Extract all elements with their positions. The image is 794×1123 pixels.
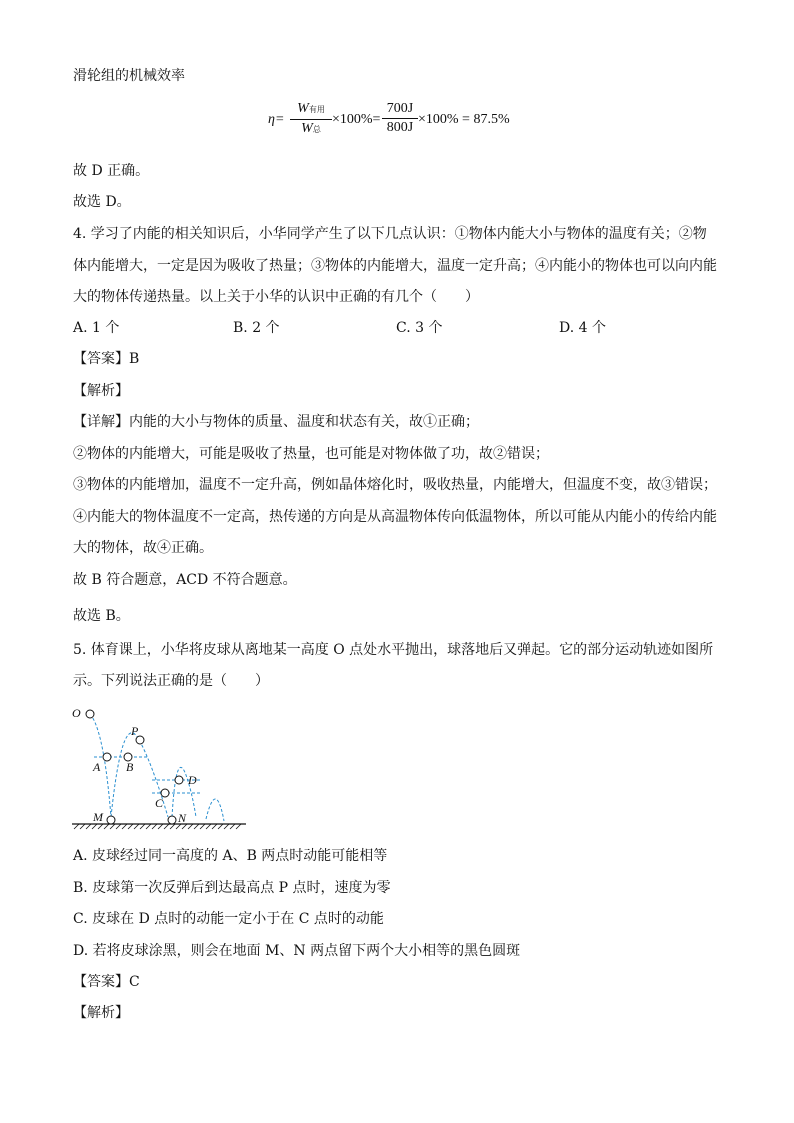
analysis-label: 【解析】 <box>73 1005 129 1021</box>
ball-m <box>107 816 115 824</box>
label-o: O <box>72 706 81 720</box>
label-p: P <box>131 724 139 738</box>
answer-label: 【答案】B <box>73 351 140 367</box>
explanation-line: 故 B 符合题意，ACD 不符合题意。 <box>73 572 297 588</box>
formula-fraction-joule: $\frac{700J}{800J}$ <box>382 100 418 137</box>
question-5-text: 5. 体育课上，小华将皮球从离地某一高度 O 点处水平抛出，球落地后又弹起。它的部分运动轨迹如图所 <box>73 642 714 658</box>
explanation-line: 【详解】内能的大小与物体的质量、温度和状态有关，故①正确； <box>73 414 479 430</box>
formula-tail: ×100% = 87.5% <box>418 112 510 127</box>
explanation-line: ③物体的内能增加，温度不一定升高，例如晶体熔化时，吸收热量，内能增大，但温度不变，故③错误； <box>73 477 717 493</box>
question-4-text: 4. 学习了内能的相关知识后，小华同学产生了以下几点认识：①物体内能大小与物体的温度有关；②物 <box>73 226 707 242</box>
option-4-a: A. 1 个 <box>73 320 120 336</box>
option-5-d: D. 若将皮球涂黑，则会在地面 M、N 两点留下两个大小相等的黑色圆斑 <box>73 943 521 959</box>
label-a: A <box>93 760 101 774</box>
option-5-b: B. 皮球第一次反弹后到达最高点 P 点时，速度为零 <box>73 880 391 896</box>
question-5-text: 示。下列说法正确的是（ ） <box>73 673 269 689</box>
option-5-c: C. 皮球在 D 点时的动能一定小于在 C 点时的动能 <box>73 911 384 927</box>
question-4-text: 大的物体传递热量。以上关于小华的认识中正确的有几个（ ） <box>73 289 479 305</box>
question-4-text: 体内能增大，一定是因为吸收了热量；③物体的内能增大，温度一定升高；④内能小的物体也可以向内能 <box>73 258 717 274</box>
label-m: M <box>93 810 103 824</box>
point-labels <box>72 706 197 825</box>
text-line: 滑轮组的机械效率 <box>73 68 185 84</box>
ground-hatching <box>74 824 241 829</box>
option-4-d: D. 4 个 <box>559 320 606 336</box>
formula-mid: ×100%= <box>332 112 381 127</box>
label-b: B <box>126 760 134 774</box>
ball-o <box>86 710 94 718</box>
option-5-a: A. 皮球经过同一高度的 A、B 两点时动能可能相等 <box>73 848 388 864</box>
formula-eta: η= <box>268 112 285 127</box>
analysis-label: 【解析】 <box>73 383 129 399</box>
explanation-line: ④内能大的物体温度不一定高，热传递的方向是从高温物体传向低温物体，所以可能从内能小的传给内能 <box>73 509 717 525</box>
ball-a <box>103 753 111 761</box>
ball-n <box>168 816 176 824</box>
option-4-b: B. 2 个 <box>233 320 280 336</box>
efficiency-formula <box>268 100 538 144</box>
label-c: C <box>155 796 164 810</box>
explanation-line: ②物体的内能增大，可能是吸收了热量，也可能是对物体做了功，故②错误； <box>73 446 549 462</box>
explanation-line: 大的物体，故④正确。 <box>73 540 213 556</box>
label-n: N <box>178 811 187 825</box>
text-line: 故 D 正确。 <box>73 163 150 179</box>
explanation-line: 故选 B。 <box>73 608 130 624</box>
option-4-c: C. 3 个 <box>396 320 443 336</box>
label-d: D <box>188 773 197 787</box>
ball-d <box>175 776 183 784</box>
text-line: 故选 D。 <box>73 194 131 210</box>
answer-label: 【答案】C <box>73 974 140 990</box>
formula-fraction-work: W有用 W总 <box>290 100 332 139</box>
ball-trajectory-figure <box>66 700 256 832</box>
